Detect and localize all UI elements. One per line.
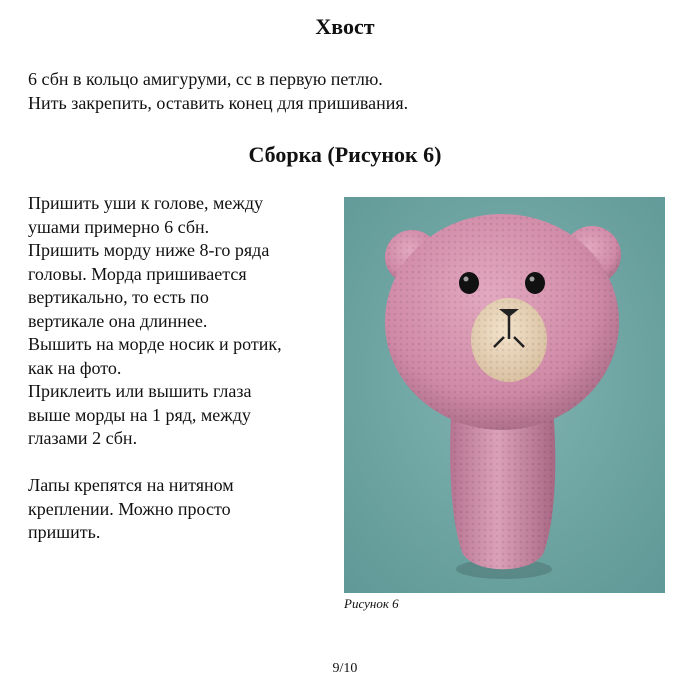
assembly-line: Пришить морду ниже 8-го ряда <box>28 240 270 260</box>
assembly-line: вертикале она длиннее. <box>28 310 208 331</box>
assembly-line: выше морды на 1 ряд, между <box>28 404 251 425</box>
assembly-line: как на фото. <box>28 357 122 378</box>
tail-heading: Хвост <box>315 14 375 39</box>
tail-line: 6 сбн в кольцо амигуруми, сс в первую петлю. <box>28 69 383 89</box>
assembly-line: Приклеить или вышить глаза <box>28 381 252 401</box>
blank-line <box>28 451 328 475</box>
assembly-line: Пришить уши к голове, между <box>28 193 263 213</box>
assembly-line: ушами примерно 6 сбн. <box>28 216 210 237</box>
bear-toy-photo <box>344 197 665 593</box>
assembly-line: пришить. <box>28 522 101 542</box>
assembly-instructions <box>28 192 328 545</box>
assembly-line: вертикально, то есть по <box>28 287 209 307</box>
page-number: 9/10 <box>332 661 358 676</box>
figure-caption: Рисунок 6 <box>344 596 399 611</box>
assembly-line: креплении. Можно просто <box>28 498 231 519</box>
tail-instructions <box>28 68 408 115</box>
assembly-line: головы. Морда пришивается <box>28 263 247 284</box>
assembly-line: Лапы крепятся на нитяном <box>28 475 234 495</box>
tail-line: Нить закрепить, оставить конец для пришивания. <box>28 92 409 113</box>
assembly-line: глазами 2 сбн. <box>28 428 138 448</box>
assembly-heading: Сборка (Рисунок 6) <box>248 142 442 167</box>
assembly-line: Вышить на морде носик и ротик, <box>28 334 282 354</box>
